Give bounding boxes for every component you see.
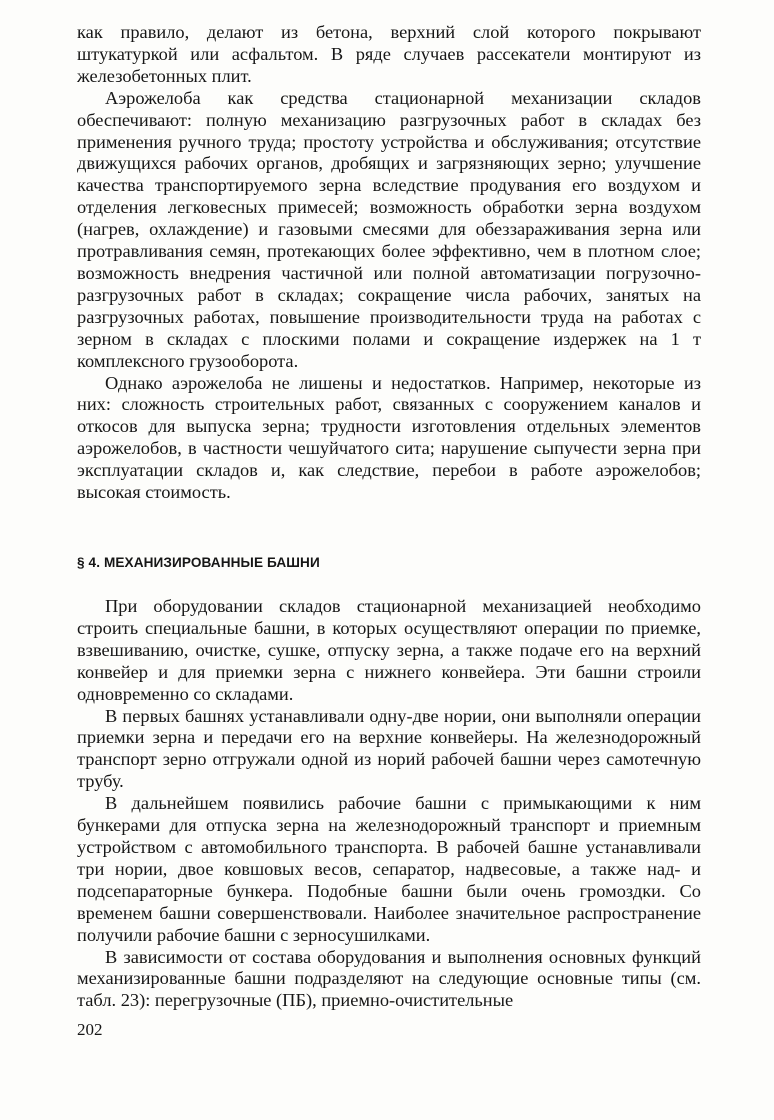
paragraph-later-towers: В дальнейшем появились рабочие башни с примыкающими к ним бункерами для отпуска зерна на железнодорожный транспорт и приемным устройством с автомобильного транспорта. В рабочей башне устанавливали три нории, двое ковшовых весов, сепаратор, надвесовые, а также над- и подсепараторные бункера. Подобные башни были очень громоздки. Со временем башни совершенствовали. Наиболее значительное распространение получили рабочие башни с зерносушилками.	[77, 793, 701, 945]
paragraph-first-towers: В первых башнях устанавливали одну-две нории, они выполняли операции приемки зерна и передачи его на верхние конвейеры. На железнодорожный транспорт зерно отгружали одной из норий рабочей башни через самотечную трубу.	[77, 705, 701, 792]
text-block-bottom	[77, 596, 701, 1012]
text-block-top	[77, 22, 701, 504]
paragraph-towers-intro: При оборудовании складов стационарной механизацией необходимо строить специальные башни, в которых осуществляют операции по приемке, взвешиванию, очистке, сушке, отпуску зерна, а также подаче его на верхний конвейер и для приемки зерна с нижнего конвейера. Эти башни строили одновременно со складами.	[77, 596, 701, 704]
section-heading: § 4. МЕХАНИЗИРОВАННЫЕ БАШНИ	[77, 555, 320, 570]
paragraph-continued: как правило, делают из бетона, верхний слой которого покрывают штукатуркой или асфальтом. В ряде случаев рассекатели монтируют из железобетонных плит.	[77, 22, 701, 86]
paragraph-aerochutes-advantages: Аэрожелоба как средства стационарной механизации складов обеспечивают: полную механизацию разгрузочных работ в складах без применения ручного труда; простоту устройства и обслуживания; отсутствие движущихся рабочих органов, дробящих и загрязняющих зерно; улучшение качества транспортируемого зерна вследствие продувания его воздухом и отделения легковесных примесей; возможность обработки зерна воздухом (нагрев, охлаждение) и газовыми смесями для обеззараживания зерна или протравливания семян, протекающих более эффективно, чем в плотном слое; возможность внедрения частичной или полной автоматизации погрузочно-разгрузочных работ в складах; сокращение числа рабочих, занятых на разгрузочных работах, повышение производительности труда на работах с зерном в складах с плоскими полами и сокращение издержек на 1 т комплексного грузооборота.	[77, 87, 701, 371]
page-number: 202	[77, 1020, 103, 1039]
paragraph-aerochutes-disadvantages: Однако аэрожелоба не лишены и недостатков. Например, некоторые из них: сложность строительных работ, связанных с сооружением каналов и откосов для выпуска зерна; трудности изготовления отдельных элементов аэрожелобов, в частности чешуйчатого сита; нарушение сыпучести зерна при эксплуатации складов и, как следствие, перебои в работе аэрожелобов; высокая стоимость.	[77, 372, 701, 503]
paragraph-tower-types: В зависимости от состава оборудования и выполнения основных функций механизированные башни подразделяют на следующие основные типы (см. табл. 23): перегрузочные (ПБ), приемно-очистительные	[77, 946, 701, 1011]
